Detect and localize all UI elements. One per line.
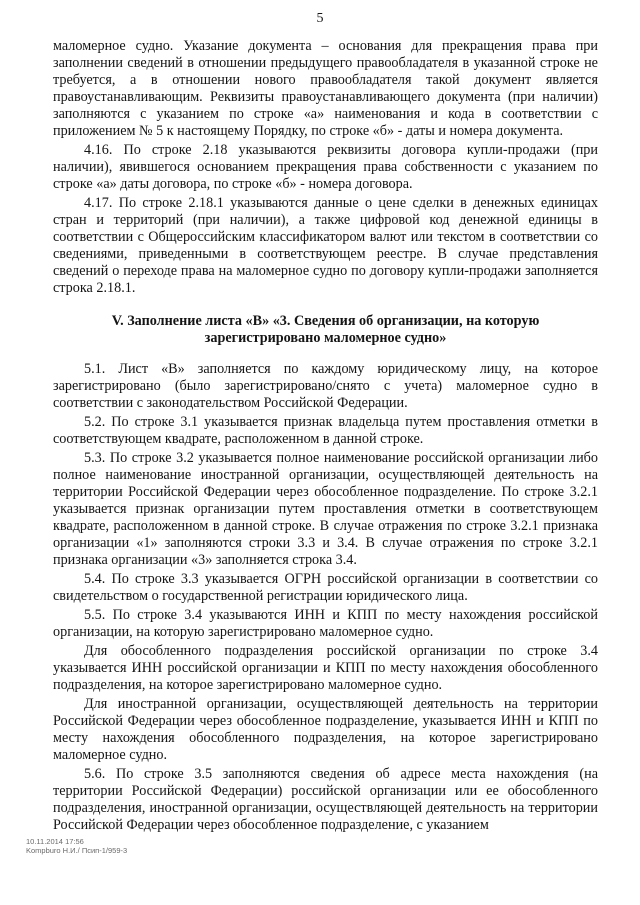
section-heading: [53, 313, 598, 347]
paragraph-5-6: 5.6. По строке 3.5 заполняются сведения об адресе места нахождения (на территории Российской Федерации) российской организации или ее обособленного подразделения, иностранной организации, осуществляющей деятельность на территории Российской Федерации через обособленное подразделение, с указанием: [53, 766, 598, 833]
paragraph-separate-division: Для обособленного подразделения российской организации по строке 3.4 указывается ИНН российской организации и КПП по месту нахождения обособленного подразделения, на которое зарегистрировано маломерное судно.: [53, 643, 598, 693]
paragraph-5-2: 5.2. По строке 3.1 указывается признак владельца путем проставления отметки в соответствующем квадрате, расположенном в данной строке.: [53, 414, 598, 447]
paragraph-4-17: 4.17. По строке 2.18.1 указываются данные о цене сделки в денежных единицах стран и территорий (при наличии), а также цифровой код денежной единицы в соответствии с Общероссийским классификатором валют или текстом в соответствии со сведениями, приведенными в соответствующем реестре. В случае представления сведений о переходе права на маломерное судно по договору купли-продажи заполняется строка 2.18.1.: [53, 195, 598, 296]
section-heading-line2: зарегистрировано маломерное судно»: [204, 330, 447, 346]
paragraph-5-3: 5.3. По строке 3.2 указывается полное наименование российской организации либо полное наименование иностранной организации, осуществляющей деятельность на территории Российской Федерации через обособленное подразделение. По строке 3.2.1 указывается признак организации путем проставления отметки в соответствующем квадрате, расположенном в данной строке. В случае отражения по строке 3.2.1 признака организации «1» заполняются строки 3.3 и 3.4. В случае отражения по строке 3.2.1 признака организации «3» заполняется строка 3.4.: [53, 450, 598, 568]
paragraph-continuation: маломерное судно. Указание документа – основания для прекращения права при заполнении сведений в отношении предыдущего правообладателя в указанной строке не требуется, а в отношении нового правообладателя такой документ является правоустанавливающим. Реквизиты правоустанавливающего документа (при наличии) заполняются с указанием по строке «а» наименования и кода в соответствии с приложением № 5 к настоящему Порядку, по строке «б» - даты и номера документа.: [53, 38, 598, 139]
document-body: [53, 38, 598, 834]
paragraph-5-4: 5.4. По строке 3.3 указывается ОГРН российской организации в соответствии со свидетельством о государственной регистрации юридического лица.: [53, 571, 598, 604]
section-heading-line1: V. Заполнение листа «В» «3. Сведения об организации, на которую: [111, 313, 540, 329]
paragraph-4-16: 4.16. По строке 2.18 указываются реквизиты договора купли-продажи (при наличии), явившегося основанием прекращения права собственности с указанием по строке «а» даты договора, по строке «б» - номера договора.: [53, 142, 598, 192]
footer-timestamp: 10.11.2014 17:56: [26, 837, 84, 846]
page-number: 5: [316, 11, 324, 26]
footer-document-id: Kompburo Н.И./ Псип-1/959-3: [26, 846, 128, 855]
document-footer: [26, 837, 127, 855]
paragraph-5-5: 5.5. По строке 3.4 указываются ИНН и КПП по месту нахождения российской организации, на которую зарегистрировано маломерное судно.: [53, 607, 598, 640]
paragraph-5-1: 5.1. Лист «В» заполняется по каждому юридическому лицу, на которое зарегистрировано (было зарегистрировано/снято с учета) маломерное судно в соответствии с законодательством Российской Федерации.: [53, 361, 598, 411]
paragraph-foreign-organization: Для иностранной организации, осуществляющей деятельность на территории Российской Федерации через обособленное подразделение, указывается ИНН и КПП по месту нахождения обособленного подразделения, на которое зарегистрировано маломерное судно.: [53, 696, 598, 763]
